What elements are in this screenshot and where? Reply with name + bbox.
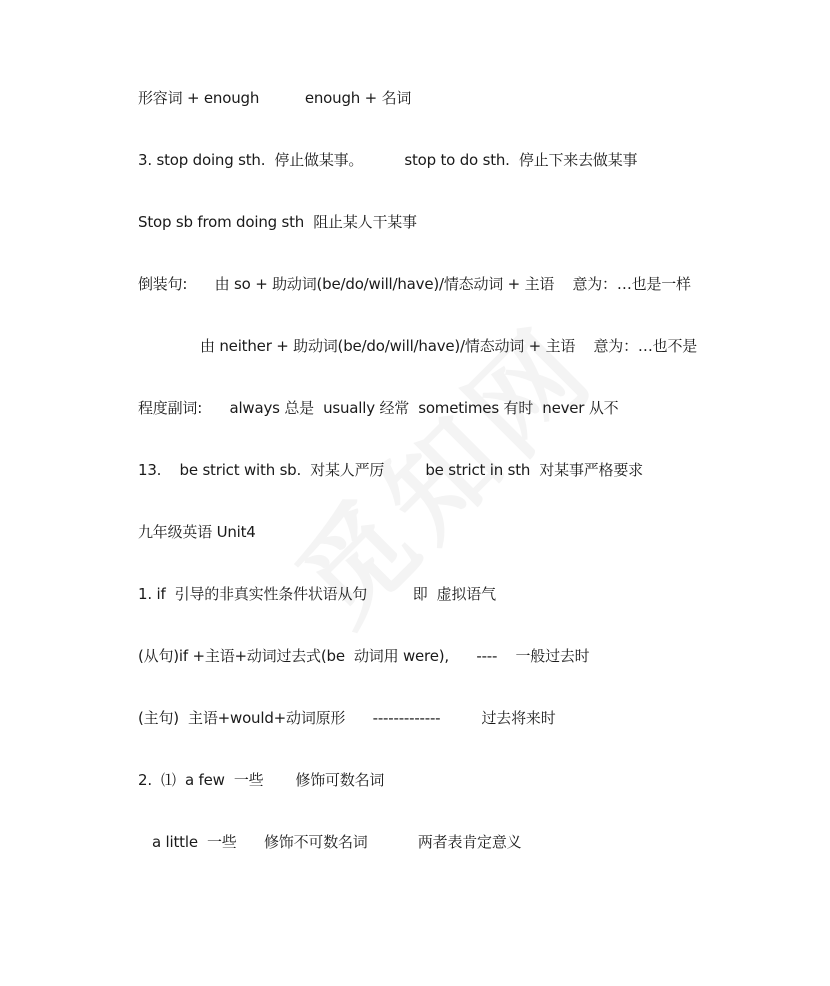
text-line-be-strict: 13. be strict with sb. 对某人严厉 be strict in sth 对某事严格要求 — [138, 461, 643, 479]
text-line-frequency-adverbs: 程度副词: always 总是 usually 经常 sometimes 有时 never 从不 — [138, 399, 619, 417]
text-line-stop-doing: 3. stop doing sth. 停止做某事。 stop to do sth. 停止下来去做某事 — [138, 151, 638, 169]
text-line-main-clause: (主句) 主语+would+动词原形 ------------- 过去将来时 — [138, 709, 556, 727]
text-line-inversion-neither: 由 neither + 助动词(be/do/will/have)/情态动词 + 主语 意为：…也不是 — [200, 337, 698, 355]
text-line-subordinate-clause: (从句)if +主语+动词过去式(be 动词用 were), ---- 一般过去时 — [138, 647, 590, 665]
text-line-a-little: a little 一些 修饰不可数名词 两者表肯定意义 — [152, 833, 522, 851]
text-line-stop-sb-from: Stop sb from doing sth 阻止某人干某事 — [138, 213, 417, 231]
text-line-if-clause: 1. if 引导的非真实性条件状语从句 即 虚拟语气 — [138, 585, 496, 603]
text-line-inversion-so: 倒装句: 由 so + 助动词(be/do/will/have)/情态动词 + 主语 意为：…也是一样 — [138, 275, 691, 293]
section-heading-unit4: 九年级英语 Unit4 — [138, 523, 256, 541]
text-line-adjective-enough: 形容词 + enough enough + 名词 — [138, 89, 412, 107]
text-line-a-few: 2. ⑴ a few 一些 修饰可数名词 — [138, 771, 385, 789]
